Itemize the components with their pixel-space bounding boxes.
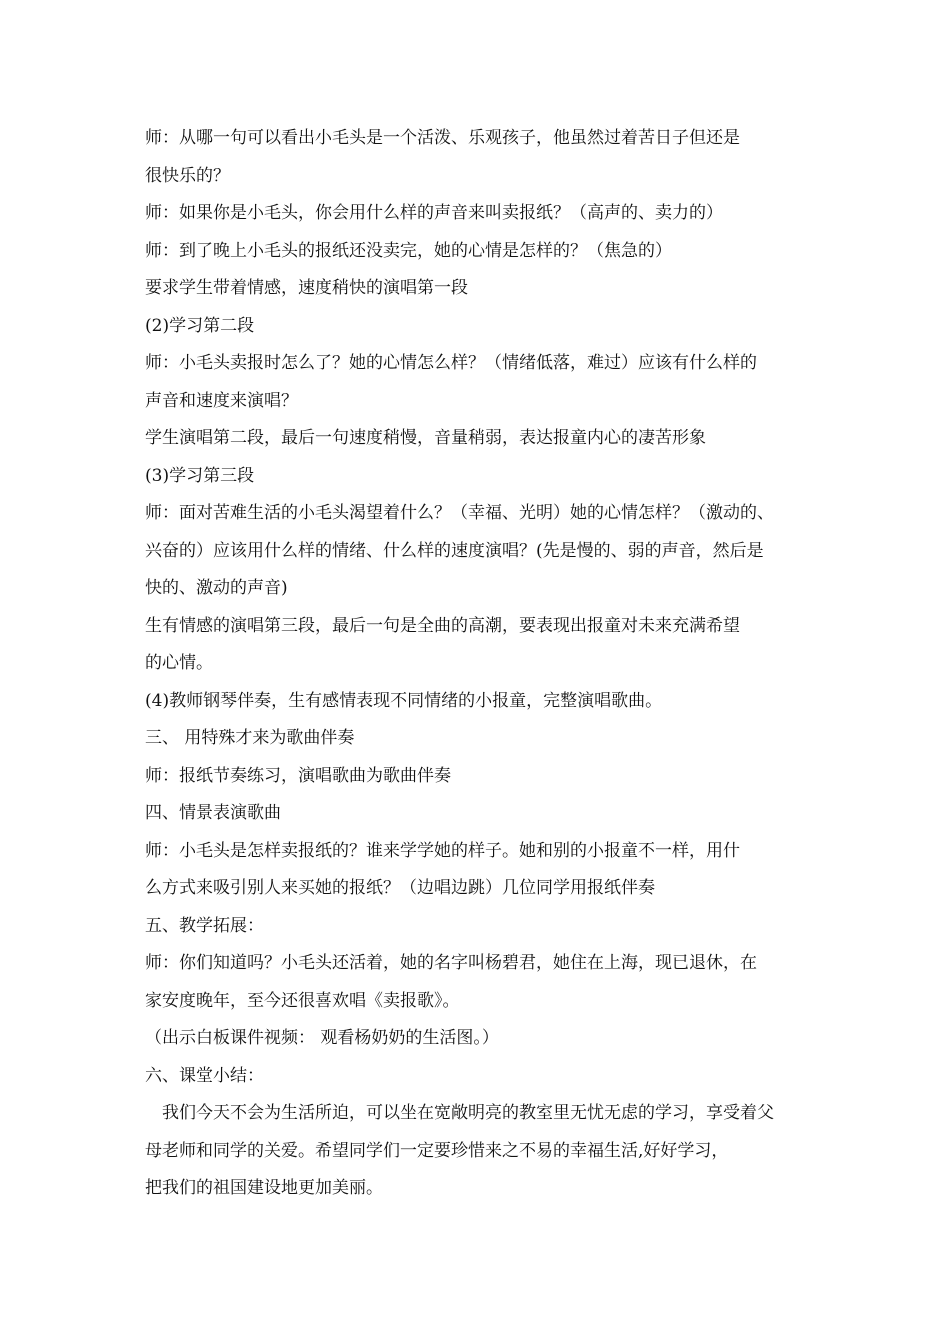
section-heading: 六、课堂小结： bbox=[145, 1065, 264, 1086]
text-line: 么方式来吸引别人来买她的报纸？（边唱边跳）几位同学用报纸伴奏 bbox=[145, 878, 655, 898]
text-line: 生有情感的演唱第三段，最后一句是全曲的高潮，要表现出报童对未来充满希望 bbox=[145, 615, 740, 636]
text-line: 师：小毛头卖报时怎么了？她的心情怎么样？（情绪低落，难过）应该有什么样的 bbox=[145, 353, 757, 373]
text-line: 快的、激动的声音) bbox=[145, 578, 288, 598]
section-heading: 三、 用特殊才来为歌曲伴奏 bbox=[145, 728, 355, 748]
text-line: 很快乐的？ bbox=[145, 165, 230, 186]
text-line: 兴奋的）应该用什么样的情绪、什么样的速度演唱？(先是慢的、弱的声音，然后是 bbox=[145, 540, 764, 561]
text-line: 师：到了晚上小毛头的报纸还没卖完，她的心情是怎样的？（焦急的） bbox=[145, 240, 672, 261]
text-line: 师：你们知道吗？小毛头还活着，她的名字叫杨碧君，她住在上海，现已退休，在 bbox=[145, 953, 757, 973]
text-line: （出示白板课件视频： 观看杨奶奶的生活图。） bbox=[145, 1028, 499, 1048]
section-heading: 四、情景表演歌曲 bbox=[145, 803, 281, 823]
document-body bbox=[145, 120, 810, 1208]
text-line: 师：如果你是小毛头，你会用什么样的声音来叫卖报纸？（高声的、卖力的） bbox=[145, 203, 723, 223]
section-heading: 五、教学拓展： bbox=[145, 915, 264, 936]
text-line: 的心情。 bbox=[145, 653, 213, 673]
text-line: 师：小毛头是怎样卖报纸的？谁来学学她的样子。她和别的小报童不一样，用什 bbox=[145, 840, 740, 861]
text-line: 家安度晚年，至今还很喜欢唱《卖报歌》。 bbox=[145, 990, 460, 1011]
text-line: 母老师和同学的关爱。希望同学们一定要珍惜来之不易的幸福生活,好好学习， bbox=[145, 1140, 729, 1161]
text-line: 我们今天不会为生活所迫，可以坐在宽敞明亮的教室里无忧无虑的学习，享受着父 bbox=[162, 1103, 774, 1123]
text-line: 学生演唱第二段，最后一句速度稍慢，音量稍弱，表达报童内心的凄苦形象 bbox=[145, 428, 706, 448]
text-line: 师：从哪一句可以看出小毛头是一个活泼、乐观孩子，他虽然过着苦日子但还是 bbox=[145, 128, 740, 148]
text-line: (4)教师钢琴伴奏，生有感情表现不同情绪的小报童，完整演唱歌曲。 bbox=[145, 690, 663, 711]
text-line: 师：面对苦难生活的小毛头渴望着什么？（幸福、光明）她的心情怎样？（激动的、 bbox=[145, 503, 774, 523]
text-line: 要求学生带着情感，速度稍快的演唱第一段 bbox=[145, 278, 468, 298]
text-line: 把我们的祖国建设地更加美丽。 bbox=[145, 1178, 383, 1198]
text-line: 声音和速度来演唱？ bbox=[145, 390, 298, 411]
section-heading: (3)学习第三段 bbox=[145, 465, 255, 486]
text-line: 师：报纸节奏练习，演唱歌曲为歌曲伴奏 bbox=[145, 765, 451, 786]
section-heading: (2)学习第二段 bbox=[145, 315, 255, 336]
